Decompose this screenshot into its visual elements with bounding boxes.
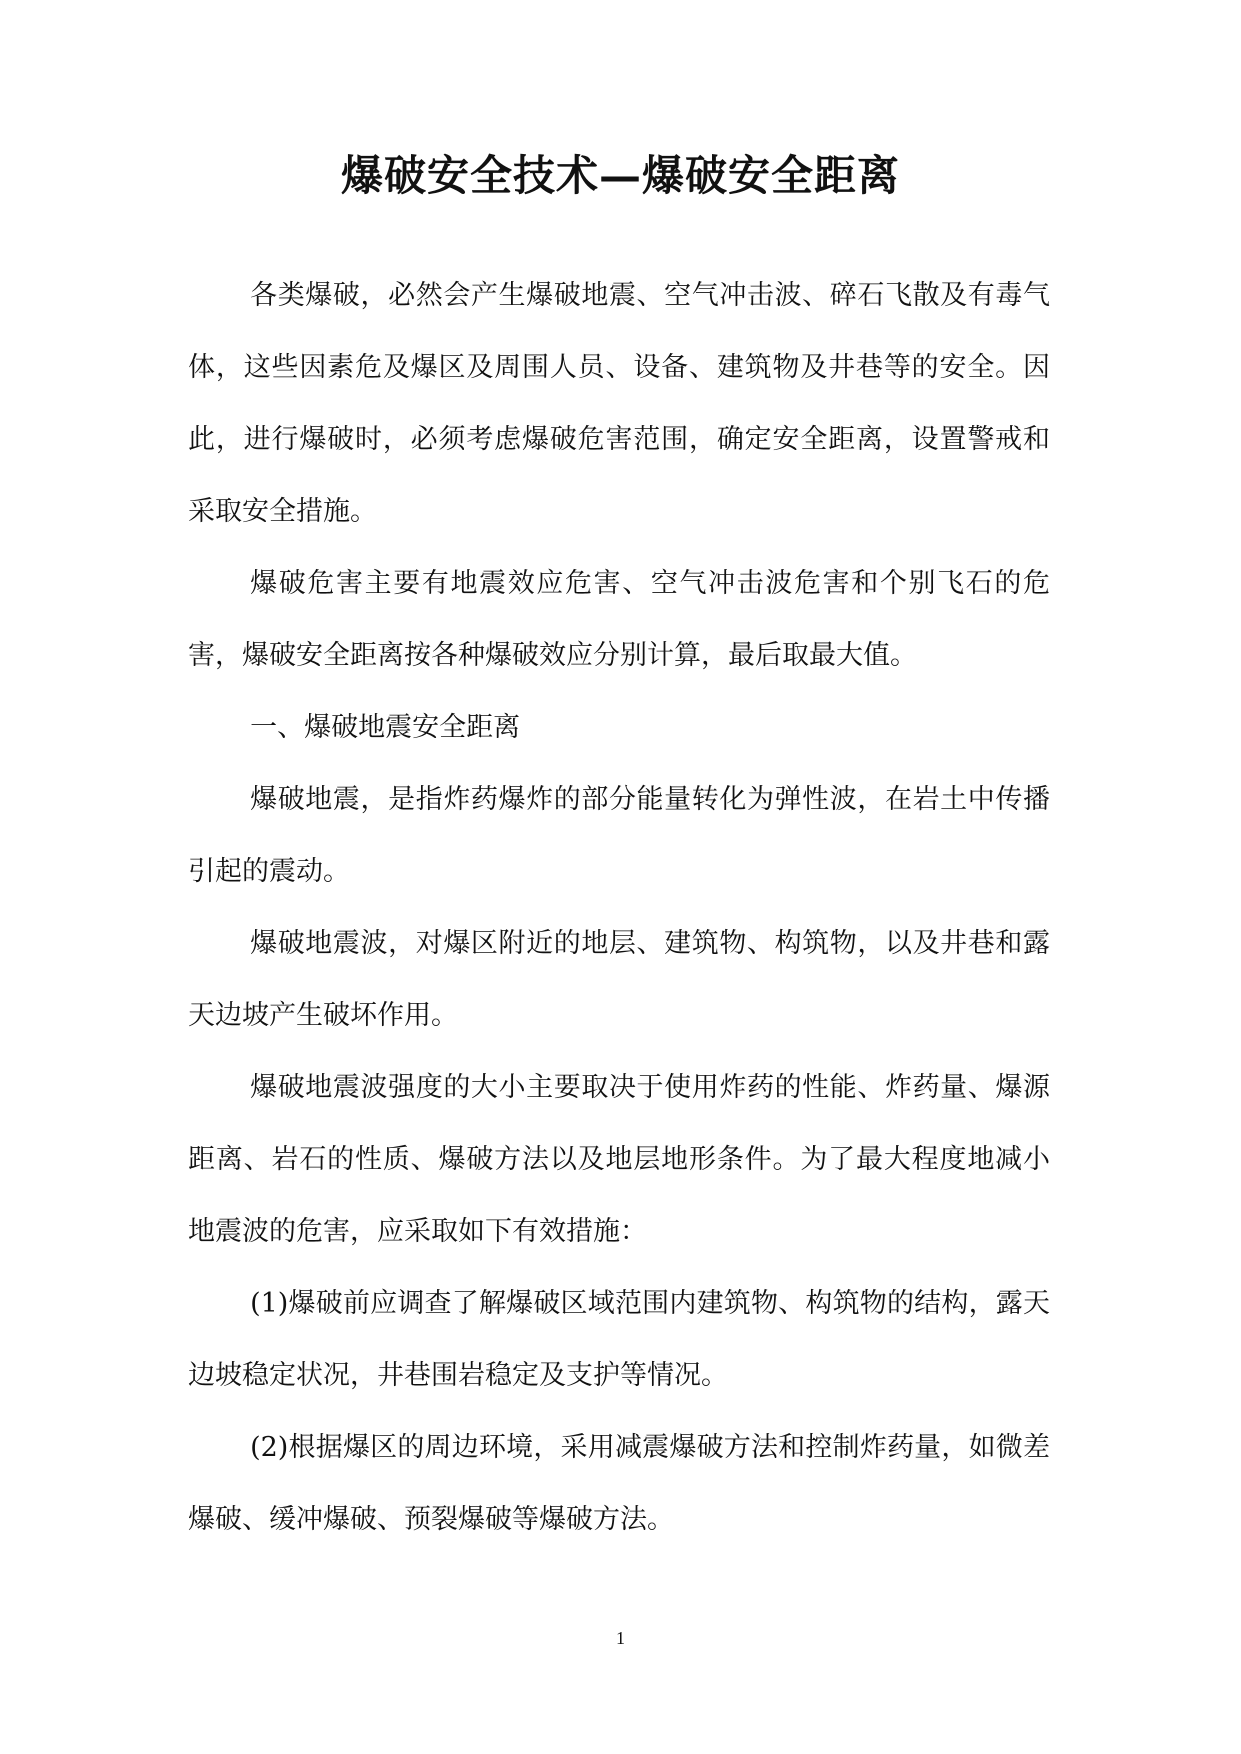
section-heading-seismic: 一、爆破地震安全距离: [250, 712, 521, 743]
paragraph-intro: 各类爆破，必然会产生爆破地震、空气冲击波、碎石飞散及有毒气体，这些因素危及爆区及周围人员、设备、建筑物及井巷等的安全。因此，进行爆破时，必须考虑爆破危害范围，确定安全距离，设置警戒和采取安全措施。: [188, 280, 1050, 527]
document-title: 爆破安全技术—爆破安全距离: [340, 151, 900, 200]
paragraph-seismic-effect: 爆破地震波，对爆区附近的地层、建筑物、构筑物，以及井巷和露天边坡产生破坏作用。: [188, 928, 1050, 1031]
list-item-measure-1: (1)爆破前应调查了解爆破区域范围内建筑物、构筑物的结构，露天边坡稳定状况，井巷围岩稳定及支护等情况。: [188, 1288, 1050, 1391]
page-number: 1: [616, 1628, 625, 1648]
document-body: [188, 260, 1050, 1556]
paragraph-seismic-definition: 爆破地震，是指炸药爆炸的部分能量转化为弹性波，在岩土中传播引起的震动。: [188, 784, 1050, 887]
paragraph-seismic-factors: 爆破地震波强度的大小主要取决于使用炸药的性能、炸药量、爆源距离、岩石的性质、爆破方法以及地层地形条件。为了最大程度地减小地震波的危害，应采取如下有效措施：: [188, 1072, 1050, 1247]
paragraph-hazards: 爆破危害主要有地震效应危害、空气冲击波危害和个别飞石的危害，爆破安全距离按各种爆破效应分别计算，最后取最大值。: [188, 568, 1050, 671]
list-item-measure-2: (2)根据爆区的周边环境，采用减震爆破方法和控制炸药量，如微差爆破、缓冲爆破、预裂爆破等爆破方法。: [188, 1432, 1050, 1535]
